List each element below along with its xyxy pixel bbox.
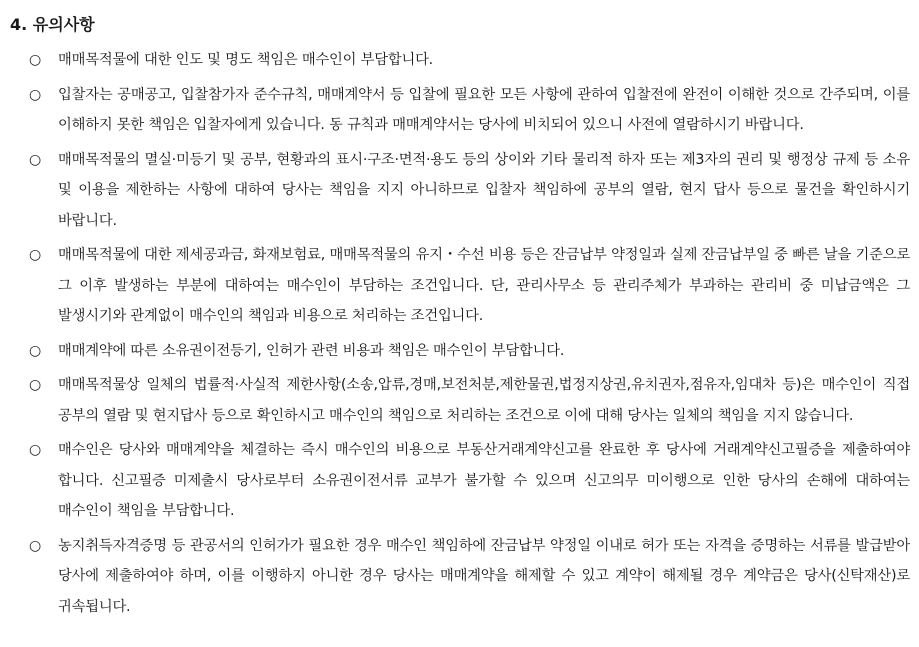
bullet-icon: ○ — [29, 247, 42, 263]
bullet-icon: ○ — [29, 442, 42, 458]
list-item-text: 매매목적물상 일체의 법률적·사실적 제한사항(소송,압류,경매,보전처분,제한물권,법정지상권,유치권자,점유자,임대차 등)은 매수인이 직접 공부의 열람 및 현지답사 등으로 확인하시고 매수인의 책임으로 처리하는 조건으로 이에 대해 당사는 일체의 책임을 지지 않습니다. — [58, 377, 910, 424]
bullet-icon: ○ — [29, 52, 42, 68]
section-heading: 4. 유의사항 — [10, 15, 95, 34]
list-item — [0, 240, 919, 332]
list-item — [0, 336, 919, 367]
list-item — [0, 80, 919, 141]
bullet-icon: ○ — [29, 537, 42, 554]
list-item-text: 매매목적물의 멸실·미등기 및 공부, 현황과의 표시·구조·면적·용도 등의 상이와 기타 물리적 하자 또는 제3자의 권리 및 행정상 규제 등 소유 및 이용을 제한하는 사항에 대하여 당사는 책임을 지지 아니하므로 입찰자 책임하에 공부의 열람, 현지 답사 등으로 물건을 확인하시기 바랍니다. — [58, 151, 910, 229]
list-item-text: 매매목적물에 대한 인도 및 명도 책임은 매수인이 부담합니다. — [58, 52, 434, 68]
list-item-text: 매매계약에 따른 소유권이전등기, 인허가 관련 비용과 책임은 매수인이 부담합니다. — [58, 342, 565, 359]
list-item-text: 매매목적물에 대한 제세공과금, 화재보험료, 매매목적물의 유지・수선 비용 등은 잔금납부 약정일과 실제 잔금납부일 중 빠른 날을 기준으로 그 이후 발생하는 부분에 대하여는 매수인이 부담하는 조건입니다. 단, 관리사무소 등 관리주체가 부과하는 관리비 중 미납금액은 그 발생시기와 관계없이 매수인의 책임과 비용으로 처리하는 조건입니다. — [58, 247, 910, 324]
bullet-icon: ○ — [29, 342, 42, 359]
bullet-icon: ○ — [29, 151, 42, 168]
list-item — [0, 370, 919, 431]
list-item-text: 농지취득자격증명 등 관공서의 인허가가 필요한 경우 매수인 책임하에 잔금납부 약정일 이내로 허가 또는 자격을 증명하는 서류를 발급받아 당사에 제출하여야 하며, 이를 이행하지 아니한 경우 당사는 매매계약을 해제할 수 있고 계약이 해제될 경우 계약금은 당사(신탁재산)로 귀속됩니다. — [58, 537, 910, 615]
bullet-icon: ○ — [29, 86, 42, 103]
list-item — [0, 45, 919, 76]
list-item — [0, 145, 919, 237]
list-item-text: 매수인은 당사와 매매계약을 체결하는 즉시 매수인의 비용으로 부동산거래계약신고를 완료한 후 당사에 거래계약신고필증을 제출하여야 합니다. 신고필증 미제출시 당사로부터 소유권이전서류 교부가 불가할 수 있으며 신고의무 미이행으로 인한 당사의 손해에 대하여는 매수인이 책임을 부담합니다. — [58, 442, 910, 519]
list-item — [0, 435, 919, 527]
notice-list — [0, 45, 919, 626]
list-item-text: 입찰자는 공매공고, 입찰참가자 준수규칙, 매매계약서 등 입찰에 필요한 모든 사항에 관하여 입찰전에 완전이 이해한 것으로 간주되며, 이를 이해하지 못한 책임은 입찰자에게 있습니다. 동 규칙과 매매계약서는 당사에 비치되어 있으니 사전에 열람하시기 바랍니다. — [58, 86, 910, 133]
bullet-icon: ○ — [29, 377, 42, 393]
list-item — [0, 531, 919, 623]
